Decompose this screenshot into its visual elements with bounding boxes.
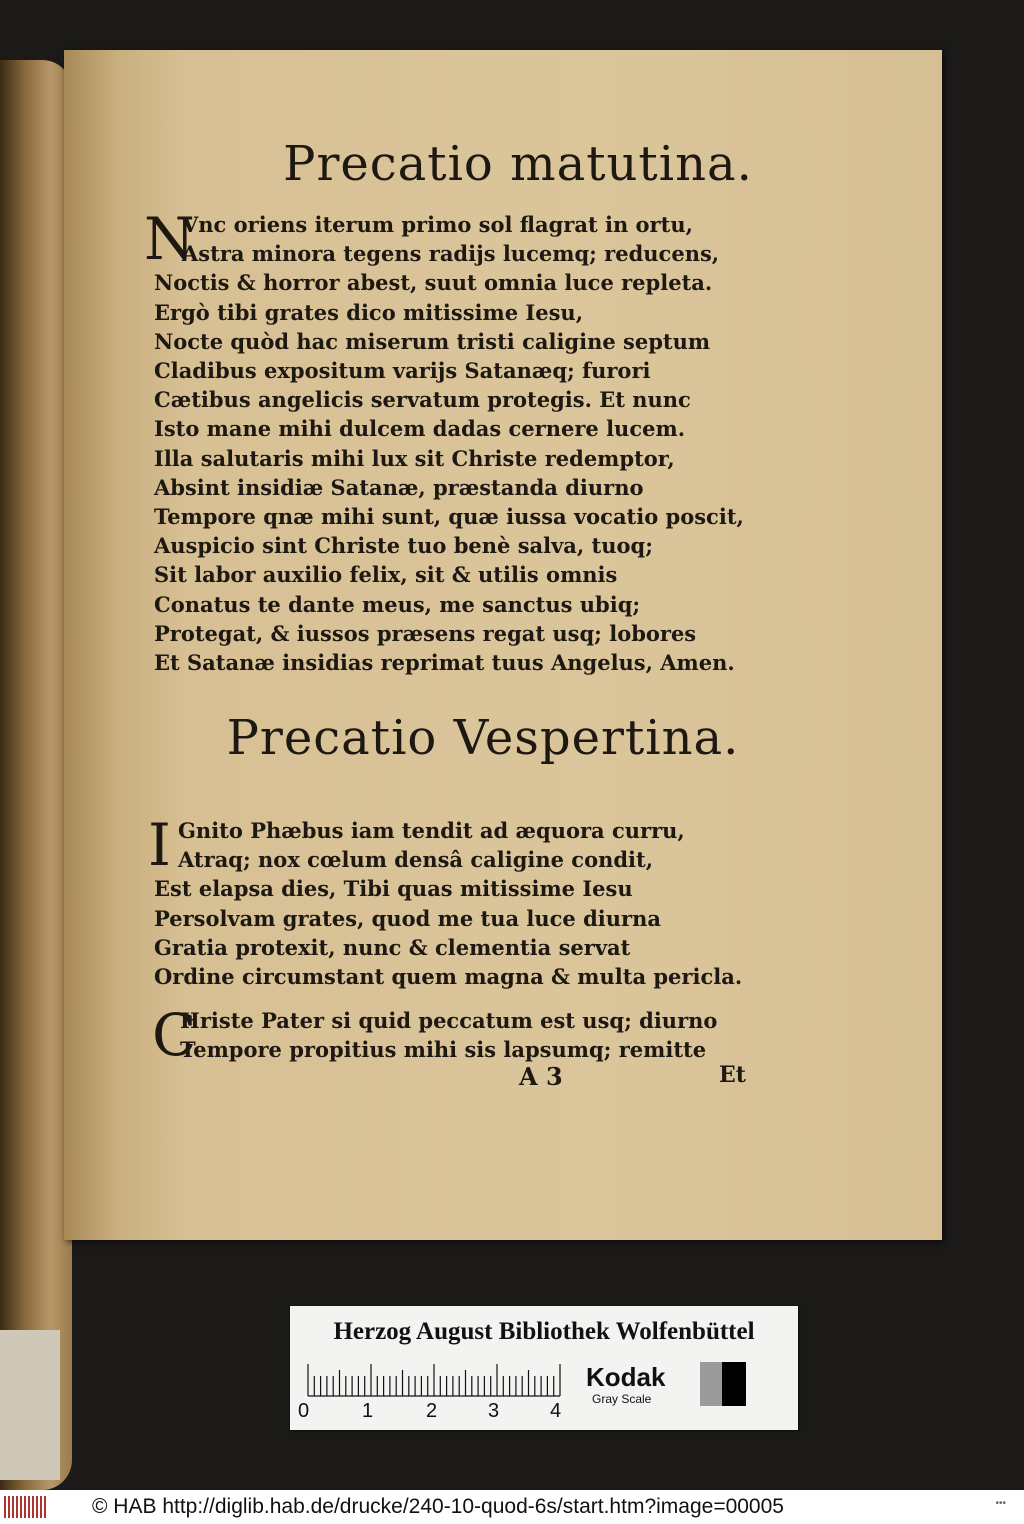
verse-line: Persolvam grates, quod me tua luce diurna [154,905,661,931]
verse-line: Vnc oriens iterum primo sol flagrat in ortu, [182,212,693,237]
ruler-digit-3: 3 [488,1400,500,1422]
ruler-scale [304,1362,566,1398]
verse-line: Absint insidiæ Satanæ, præstanda diurno [154,474,644,500]
verse-line: Est elapsa dies, Tibi quas mitissime Iesu [154,876,633,902]
gray-swatch [700,1362,722,1406]
logo-bar [12,1496,14,1518]
morning-prayer-text [154,210,744,677]
verse-line: Nocte quòd hac miserum tristi caligine septum [154,328,711,354]
more-options-icon[interactable]: ••• [995,1498,1006,1509]
ruler-digit-2: 2 [426,1400,438,1422]
logo-bar [36,1496,38,1518]
evening-prayer-text [154,816,742,991]
verse-line: Gratia protexit, nunc & clementia servat [154,934,631,960]
verse-line: Ergò tibi grates dico mitissime Iesu, [154,299,584,325]
left-page-edge [0,60,72,1490]
logo-bar [4,1496,6,1518]
verse-line: Protegat, & iussos præsens regat usq; lobores [154,620,697,646]
source-url-text[interactable]: © HAB http://diglib.hab.de/drucke/240-10-quod-6s/start.htm?image=00005 [92,1495,784,1518]
logo-bar [32,1496,34,1518]
verse-line: Cladibus expositum varijs Satanæq; furori [154,358,651,384]
drop-initial-evening: I [148,811,171,879]
closing-prayer-text [152,1001,718,1069]
logo-bar [8,1496,10,1518]
left-page-slip [0,1330,60,1480]
library-name: Herzog August Bibliothek Wolfenbüttel [333,1318,755,1345]
verse-line: Et Satanæ insidias reprimat tuus Angelus, Amen. [154,650,735,676]
logo-bar [16,1496,18,1518]
ruler-digits [298,1400,568,1424]
logo-bar [24,1496,26,1518]
color-calibration-card [290,1306,798,1430]
title-evening-prayer: Precatio Vespertina. [226,710,740,766]
verse-line: Astra minora tegens radijs lucemq; reducens, [182,241,720,267]
verse-line: Atraq; nox cœlum densâ caligine condit, [178,847,654,873]
black-swatch [722,1362,746,1406]
verse-line: Cætibus angelicis servatum protegis. Et nunc [154,387,691,413]
verse-line: Tempore propitius mihi sis lapsumq; remitte [180,1037,707,1063]
gray-scale-label: Gray Scale [592,1392,652,1406]
verse-line: Illa salutaris mihi lux sit Christe redemptor, [154,445,675,471]
book-page [64,50,942,1240]
drop-initial-closing: C [152,1001,197,1069]
signature-mark: A 3 [519,1062,563,1091]
verse-line: Hriste Pater si quid peccatum est usq; diurno [180,1008,718,1033]
ruler-digit-0: 0 [298,1400,310,1422]
logo-bar [28,1496,30,1518]
verse-line: Ordine circumstant quem magna & multa pericla. [154,964,743,990]
hab-logo-icon[interactable] [4,1494,50,1520]
viewer-footer [0,1490,1024,1524]
logo-bar [40,1496,42,1518]
verse-line: Auspicio sint Christe tuo benè salva, tuoq; [154,533,653,559]
verse-line: Isto mane mihi dulcem dadas cernere lucem. [154,416,686,442]
verse-line: Sit labor auxilio felix, sit & utilis omnis [154,562,618,588]
logo-bar [44,1496,46,1518]
title-morning-prayer: Precatio matutina. [283,136,753,192]
verse-line: Tempore qnæ mihi sunt, quæ iussa vocatio poscit, [154,504,744,530]
verse-line: Conatus te dante meus, me sanctus ubiq; [154,591,641,617]
kodak-logo: Kodak [586,1362,666,1392]
verse-line: Gnito Phæbus iam tendit ad æquora curru, [178,818,685,843]
verse-line: Noctis & horror abest, suut omnia luce repleta. [154,270,713,296]
ruler-digit-4: 4 [550,1400,562,1422]
drop-initial-morning: N [144,205,195,273]
ruler-digit-1: 1 [362,1400,374,1422]
gray-swatches [700,1362,746,1406]
catchword: Et [719,1062,746,1088]
logo-bar [20,1496,22,1518]
